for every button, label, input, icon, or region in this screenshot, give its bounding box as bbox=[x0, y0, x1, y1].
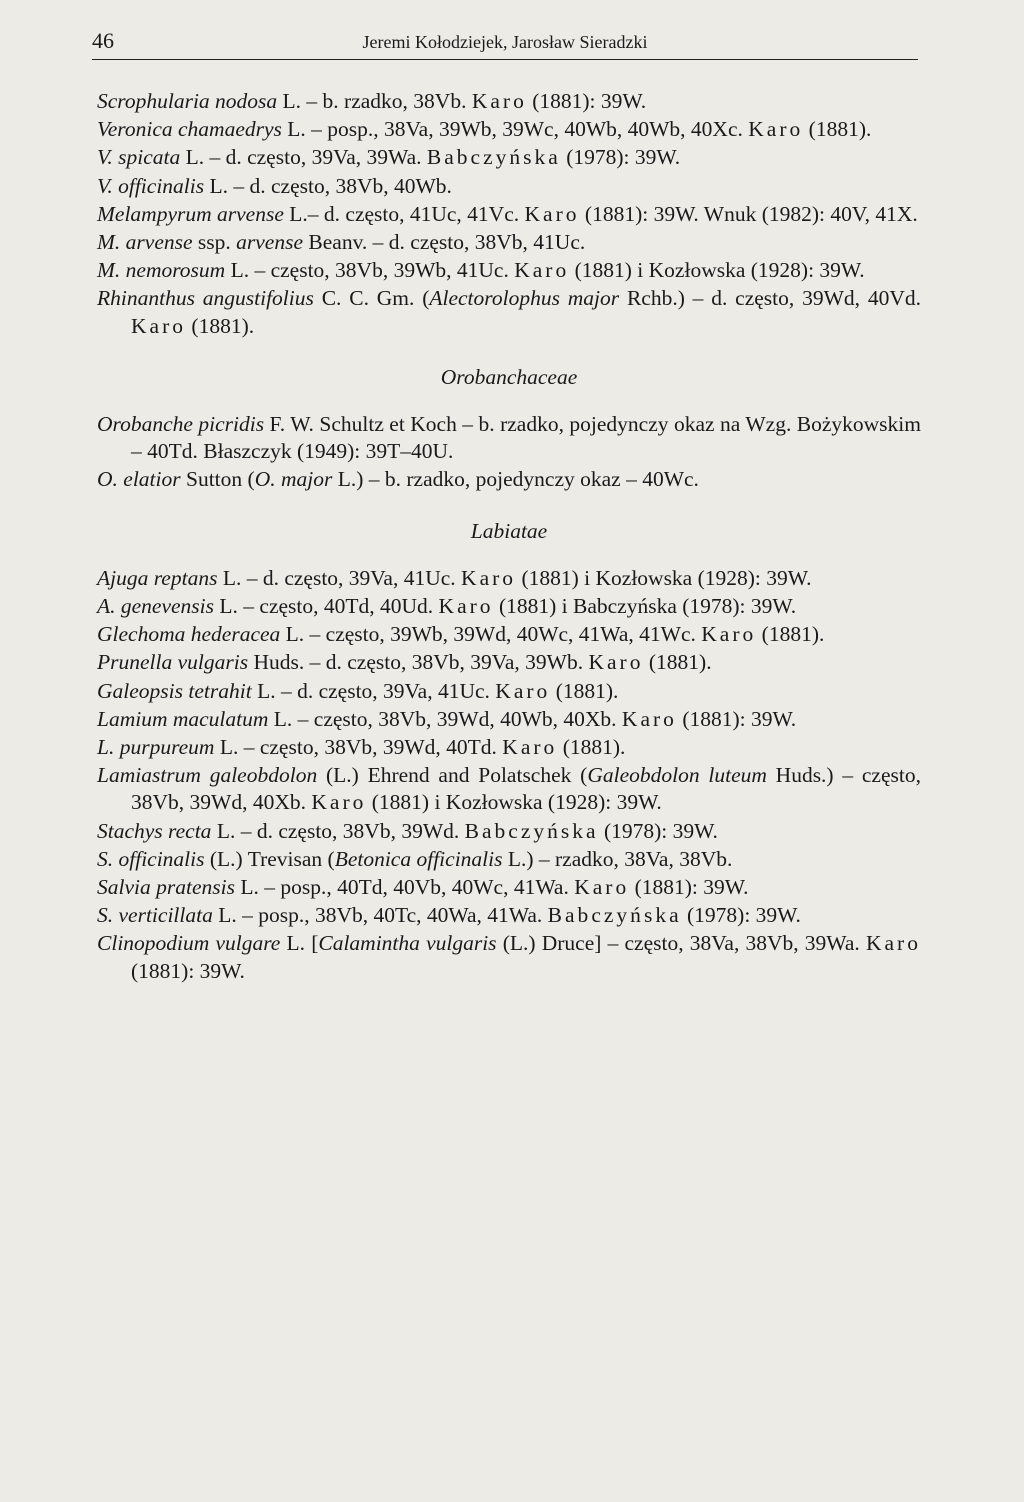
entry-text: (1881) i Babczyńska (1978): 39W. bbox=[493, 594, 797, 619]
entry-text: (1881): 39W. Wnuk (1982): 40V, 41X. bbox=[579, 201, 918, 226]
author-name: Babczyńska bbox=[547, 903, 682, 928]
species-entry bbox=[97, 734, 921, 761]
entry-text: L. [ bbox=[280, 931, 319, 956]
species-entry bbox=[97, 678, 921, 705]
species-name: Lamium maculatum bbox=[97, 706, 269, 731]
species-entry bbox=[97, 201, 921, 228]
entry-text: (L.) Trevisan ( bbox=[204, 846, 335, 871]
entry-text: (1881). bbox=[186, 313, 255, 338]
species-name: Melampyrum arvense bbox=[97, 201, 284, 226]
species-name: Lamiastrum galeobdolon bbox=[97, 763, 318, 788]
species-list bbox=[97, 88, 921, 986]
species-name: Salvia pratensis bbox=[97, 875, 235, 900]
species-name: Glechoma hederacea bbox=[97, 622, 281, 647]
species-entry bbox=[97, 116, 921, 143]
entry-text: (1881) i Kozłowska (1928): 39W. bbox=[366, 790, 662, 815]
species-name: Rhinanthus angustifolius bbox=[97, 286, 314, 311]
synonym-name: Betonica officinalis bbox=[334, 846, 503, 871]
species-name: V. officinalis bbox=[97, 173, 205, 198]
entry-text: L. – często, 38Vb, 39Wd, 40Wb, 40Xb. bbox=[268, 706, 622, 731]
entry-text: L. – d. często, 38Vb, 40Wb. bbox=[204, 173, 452, 198]
author-name: Karo bbox=[748, 117, 804, 142]
author-name: Karo bbox=[311, 790, 367, 815]
species-name: Orobanche picridis bbox=[97, 412, 265, 437]
entry-text: Huds.) – często, 38Vb, 39Wd, 40Xb. bbox=[131, 763, 921, 815]
entry-text: Sutton ( bbox=[180, 467, 255, 492]
author-name: Karo bbox=[131, 313, 187, 338]
species-name: Scrophularia nodosa bbox=[97, 89, 278, 113]
entry-text: (1881). bbox=[756, 622, 825, 647]
species-name: O. elatior bbox=[97, 467, 181, 492]
entry-text: L. – d. często, 39Va, 41Uc. bbox=[217, 565, 462, 590]
entry-text: L. – często, 39Wb, 39Wd, 40Wc, 41Wa, 41Wc. bbox=[280, 622, 702, 647]
species-entry bbox=[97, 173, 921, 200]
entry-text: (1978): 39W. bbox=[681, 903, 801, 928]
entry-text: L. – d. często, 39Va, 41Uc. bbox=[251, 678, 496, 703]
author-name: Karo bbox=[621, 706, 677, 731]
page-header bbox=[92, 26, 918, 62]
species-name: Prunella vulgaris bbox=[97, 650, 249, 675]
author-name: Karo bbox=[514, 258, 570, 283]
author-name: Karo bbox=[524, 201, 580, 226]
species-name: S. officinalis bbox=[97, 846, 205, 871]
synonym-name: Galeobdolon luteum bbox=[587, 763, 767, 788]
species-entry bbox=[97, 706, 921, 733]
species-name: Clinopodium vulgare bbox=[97, 931, 281, 956]
species-entry bbox=[97, 229, 921, 256]
species-entry bbox=[97, 285, 921, 339]
species-name: M. nemorosum bbox=[97, 258, 226, 283]
entry-text: L. – posp., 40Td, 40Vb, 40Wc, 41Wa. bbox=[234, 875, 575, 900]
species-entry bbox=[97, 762, 921, 816]
entry-text: (1881): 39W. bbox=[131, 958, 245, 983]
species-name: Veronica chamaedrys bbox=[97, 117, 282, 142]
species-entry bbox=[97, 846, 921, 873]
entry-text: L.– d. często, 41Uc, 41Vc. bbox=[283, 201, 525, 226]
author-name: Karo bbox=[461, 565, 517, 590]
species-entry bbox=[97, 88, 921, 115]
author-name: Karo bbox=[701, 622, 757, 647]
species-entry bbox=[97, 874, 921, 901]
entry-text: (1881): 39W. bbox=[629, 875, 749, 900]
entry-text: (L.) Ehrend and Polatschek ( bbox=[317, 763, 588, 788]
family-heading: Orobanchaceae bbox=[440, 364, 578, 389]
entry-text: (1881): 39W. bbox=[526, 89, 647, 113]
species-name: M. arvense bbox=[97, 230, 193, 255]
species-name: Ajuga reptans bbox=[97, 565, 218, 590]
author-name: Babczyńska bbox=[426, 145, 561, 170]
entry-text: L. – d. często, 38Vb, 39Wd. bbox=[211, 818, 465, 843]
entry-text: (1978): 39W. bbox=[598, 818, 718, 843]
entry-text: (1881): 39W. bbox=[676, 706, 797, 731]
entry-text: Beanv. – d. często, 38Vb, 41Uc. bbox=[303, 230, 586, 255]
entry-text: ssp. bbox=[192, 230, 237, 255]
species-name: L. purpureum bbox=[97, 735, 215, 760]
author-name: Karo bbox=[574, 875, 630, 900]
entry-text: F. W. Schultz et Koch – b. rzadko, pojedynczy okaz na Wzg. Bożykowskim – 40Td. Błaszczyk (1949): 39T–40U. bbox=[131, 412, 921, 464]
entry-text: (1881). bbox=[643, 650, 712, 675]
entry-text: (L.) Druce] – często, 38Va, 38Vb, 39Wa. bbox=[496, 931, 866, 956]
synonym-name: Calamintha vulgaris bbox=[318, 931, 497, 956]
author-name: Karo bbox=[502, 735, 558, 760]
author-name: Karo bbox=[495, 678, 551, 703]
entry-text: L. – posp., 38Va, 39Wb, 39Wc, 40Wb, 40Wb, 40Xc. bbox=[281, 117, 749, 142]
species-entry bbox=[97, 257, 921, 284]
species-entry bbox=[97, 411, 921, 465]
family-heading: Labiatae bbox=[470, 518, 548, 543]
entry-text: L. – często, 40Td, 40Ud. bbox=[214, 594, 439, 619]
entry-text: Rchb.) – d. często, 39Wd, 40Vd. bbox=[619, 286, 921, 311]
entry-text: (1881) i Kozłowska (1928): 39W. bbox=[516, 565, 812, 590]
species-entry bbox=[97, 621, 921, 648]
species-name: Stachys recta bbox=[97, 818, 212, 843]
entry-text: L. – d. często, 39Va, 39Wa. bbox=[180, 145, 427, 170]
species-name: Galeopsis tetrahit bbox=[97, 678, 252, 703]
species-entry bbox=[97, 930, 921, 984]
header-rule bbox=[92, 59, 918, 60]
species-name: S. verticillata bbox=[97, 903, 213, 928]
entry-text: (1881). bbox=[550, 678, 619, 703]
species-entry bbox=[97, 593, 921, 620]
entry-text: L.) – rzadko, 38Va, 38Vb. bbox=[502, 846, 733, 871]
species-entry bbox=[97, 466, 921, 493]
entry-text: C. C. Gm. ( bbox=[313, 286, 430, 311]
page-number: 46 bbox=[92, 28, 114, 53]
entry-text: (1881) i Kozłowska (1928): 39W. bbox=[569, 258, 865, 283]
running-title: Jeremi Kołodziejek, Jarosław Sieradzki bbox=[362, 32, 648, 52]
species-name: V. spicata bbox=[97, 145, 181, 170]
author-name: Babczyńska bbox=[464, 818, 599, 843]
entry-text: (1978): 39W. bbox=[560, 145, 681, 170]
entry-text: L. – posp., 38Vb, 40Tc, 40Wa, 41Wa. bbox=[212, 903, 548, 928]
author-name: Karo bbox=[471, 89, 527, 113]
entry-text: L. – często, 38Vb, 39Wd, 40Td. bbox=[214, 735, 503, 760]
synonym-name: O. major bbox=[254, 467, 333, 492]
species-entry bbox=[97, 902, 921, 929]
synonym-name: arvense bbox=[236, 230, 304, 255]
entry-text: (1881). bbox=[803, 117, 872, 142]
species-entry bbox=[97, 144, 921, 171]
author-name: Karo bbox=[588, 650, 644, 675]
entry-text: L. – często, 38Vb, 39Wb, 41Uc. bbox=[225, 258, 515, 283]
entry-text: L. – b. rzadko, 38Vb. bbox=[277, 89, 472, 113]
author-name: Karo bbox=[865, 931, 921, 956]
entry-text: Huds. – d. często, 38Vb, 39Va, 39Wb. bbox=[248, 650, 589, 675]
author-name: Karo bbox=[438, 594, 494, 619]
entry-text: (1881). bbox=[557, 735, 626, 760]
species-entry bbox=[97, 818, 921, 845]
entry-text: L.) – b. rzadko, pojedynczy okaz – 40Wc. bbox=[332, 467, 699, 492]
synonym-name: Alectorolophus major bbox=[429, 286, 620, 311]
species-entry bbox=[97, 649, 921, 676]
species-entry bbox=[97, 565, 921, 592]
species-name: A. genevensis bbox=[97, 594, 215, 619]
